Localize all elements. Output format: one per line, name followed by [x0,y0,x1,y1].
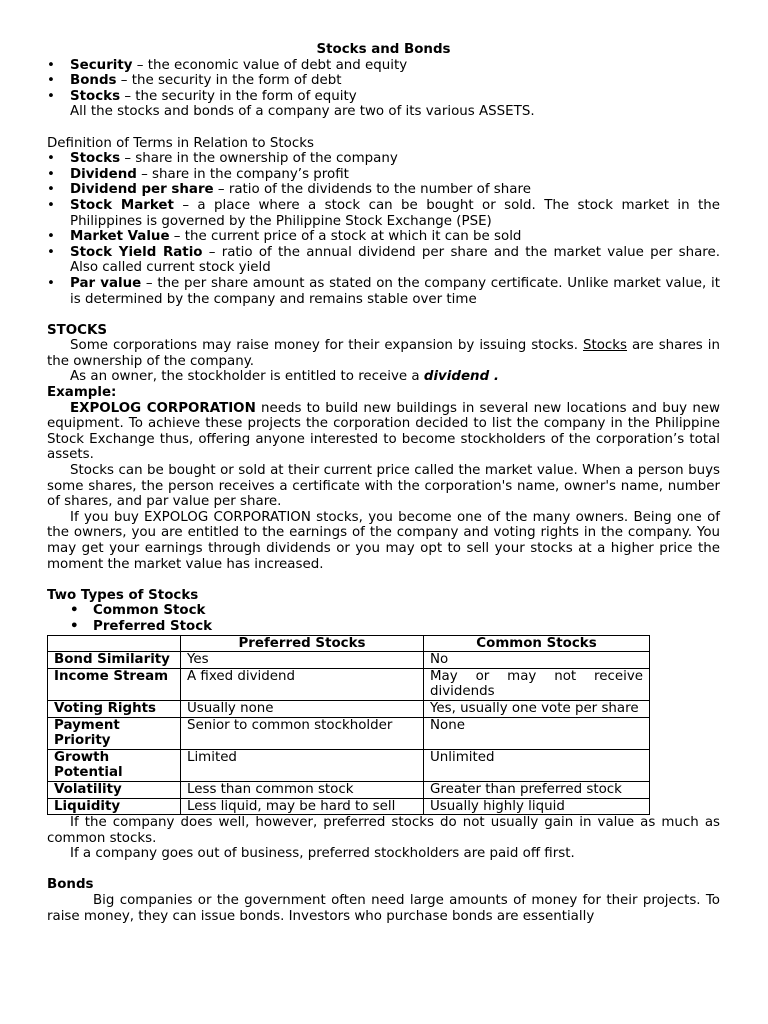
definition-item [47,167,720,183]
table-header-cell [48,635,181,652]
preferred-cell: Senior to common stockholder [181,717,424,749]
text: As an owner, the stockholder is entitled to receive a [70,369,424,385]
common-cell: Yes, usually one vote per share [424,700,650,717]
definitions-list [47,151,720,307]
term: Par value [70,275,142,291]
definition: – ratio of the annual dividend per share and the market value per share. Also called current stock yield [70,244,720,276]
term: Stocks [70,88,121,104]
text: are shares in the ownership of the company. [47,338,720,369]
definition-item [47,229,720,245]
preferred-cell: A fixed dividend [181,668,424,700]
row-label: Bond Similarity [48,652,181,669]
common-cell: Usually highly liquid [424,798,650,815]
term: Dividend [70,166,137,182]
definitions-heading: Definition of Terms in Relation to Stocks [47,135,314,151]
definition-item [47,276,720,307]
example-label: Example: [47,385,117,401]
definition: – the security in the form of debt [116,73,342,89]
stocks-paragraph [47,338,720,369]
table-header-row [48,635,650,652]
definition: – the per share amount as stated on the company certificate. Unlike market value, it is determined by the company and remains stable over time [70,275,720,307]
page-title: Stocks and Bonds [316,42,451,57]
common-cell: None [424,717,650,749]
stocks-underlined: Stocks [582,338,628,354]
owners-paragraph: If you buy EXPOLOG CORPORATION stocks, you become one of the many owners. Being one of the owners, you are entitled to the earnings of the company and voting rights in the company. You may get your earnings through dividends or you may opt to sell your stocks at a higher price the moment the market value has increased. [47,509,720,572]
comparison-table [47,635,650,816]
types-heading: Two Types of Stocks [47,587,199,603]
stocks-heading: STOCKS [47,322,108,338]
preferred-cell: Less than common stock [181,781,424,798]
after-table-paragraph: If a company goes out of business, preferred stockholders are paid off first. [70,846,575,862]
intro-bullet-list [47,58,720,105]
definition: – the security in the form of equity [120,88,357,104]
definition: – the current price of a stock at which it can be sold [169,229,522,245]
term: Security [70,57,133,73]
example-paragraph [47,401,720,463]
term: Dividend per share [70,182,214,198]
intro-note: All the stocks and bonds of a company are two of its various ASSETS. [70,104,535,120]
definition: – a place where a stock can be bought or sold. The stock market in the Philippines is governed by the Philippine Stock Exchange (PSE) [70,197,720,229]
table-row [48,749,650,781]
bonds-paragraph: Big companies or the government often need large amounts of money for their projects. To raise money, they can issue bonds. Investors who purchase bonds are essentially [47,893,720,924]
common-cell: No [424,652,650,669]
definition-item [47,151,720,167]
table-header-cell: Preferred Stocks [181,635,424,652]
row-label: Liquidity [48,798,181,815]
definition-item [47,182,720,198]
text: needs to build new buildings in several new locations and buy new equipment. To achieve these projects the corporation decided to list the company in the Philippine Stock Exchange thus, offering anyone interested to become stockholders of the corporation’s total assets. [47,400,720,463]
common-cell: May or may not receive dividends [424,668,650,700]
type-item: • Preferred Stock [70,619,720,635]
after-table-paragraph: If the company does well, however, preferred stocks do not usually gain in value as much as common stocks. [47,815,720,846]
intro-bullet [47,73,720,89]
preferred-cell: Less liquid, may be hard to sell [181,798,424,815]
common-cell: Unlimited [424,749,650,781]
common-cell: Greater than preferred stock [424,781,650,798]
term: Stocks [70,151,121,167]
table-row [48,652,650,669]
table-row [48,700,650,717]
table-row [48,668,650,700]
term: Stock Market [70,197,174,213]
term: Bonds [70,73,117,89]
term: Stock Yield Ratio [70,244,203,260]
types-list [47,603,720,634]
company-name: EXPOLOG CORPORATION [70,400,256,416]
table-row [48,781,650,798]
market-value-paragraph: Stocks can be bought or sold at their current price called the market value. When a person buys some shares, the person receives a certificate with the corporation's name, owner's name, number of shares, and par value per share. [47,463,720,510]
type-item: • Common Stock [70,603,720,619]
dividend-emphasis: dividend . [423,369,499,385]
intro-bullet [47,89,720,105]
row-label: Growth Potential [48,749,181,781]
preferred-cell: Limited [181,749,424,781]
definition: – share in the ownership of the company [120,151,398,167]
intro-bullet [47,58,720,74]
row-label: Voting Rights [48,700,181,717]
definition-item [47,245,720,276]
table-row [48,798,650,815]
preferred-cell: Usually none [181,700,424,717]
table-row [48,717,650,749]
row-label: Income Stream [48,668,181,700]
row-label: Volatility [48,781,181,798]
definition: – share in the company’s profit [136,166,349,182]
definition: – the economic value of debt and equity [132,57,408,73]
row-label: Payment Priority [48,717,181,749]
definition: – ratio of the dividends to the number of share [213,182,531,198]
bonds-heading: Bonds [47,877,94,893]
definition-item [47,198,720,229]
preferred-cell: Yes [181,652,424,669]
table-header-cell: Common Stocks [424,635,650,652]
text: Some corporations may raise money for their expansion by issuing stocks. [70,338,583,354]
term: Market Value [70,229,170,245]
dividend-paragraph [47,369,720,385]
